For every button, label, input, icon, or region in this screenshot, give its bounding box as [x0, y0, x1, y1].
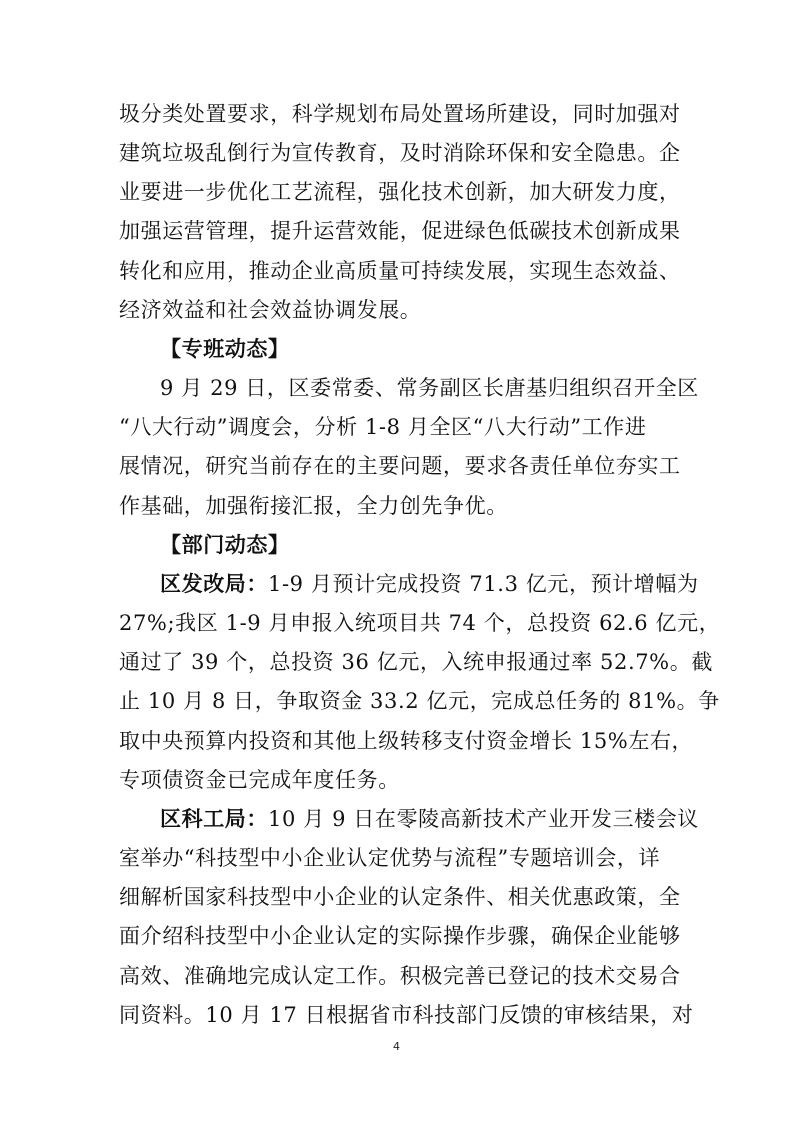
department-text: 1-9 月预计完成投资 71.3 亿元，预计增幅为: [268, 572, 699, 596]
paragraph-line: 转化和应用，推动企业高质量可持续发展，实现生态效益、: [119, 259, 681, 283]
paragraph-line: 面介绍科技型中小企业认定的实际操作步骤，确保企业能够: [119, 924, 681, 948]
page-number: 4: [393, 1040, 400, 1053]
paragraph-line: 经济效益和社会效益协调发展。: [119, 298, 422, 322]
paragraph-line: 通过了 39 个，总投资 36 亿元，入统申报通过率 52.7%。截: [119, 650, 713, 674]
paragraph-line: 室举办“科技型中小企业认定优势与流程”专题培训会，详: [119, 846, 661, 870]
paragraph-line: 9 月 29 日，区委常委、常务副区长唐基归组织召开全区: [160, 376, 699, 400]
paragraph-line: [160, 804, 699, 834]
paragraph-line: 展情况，研究当前存在的主要问题，要求各责任单位夯实工: [119, 454, 681, 478]
paragraph-line: 作基础，加强衔接汇报，全力创先争优。: [119, 494, 508, 518]
paragraph-line: 27%;我区 1-9 月申报入统项目共 74 个，总投资 62.6 亿元，: [119, 611, 721, 635]
paragraph-line: 业要进一步优化工艺流程，强化技术创新，加大研发力度，: [119, 180, 681, 204]
paragraph-line: [160, 569, 699, 599]
paragraph-line: 加强运营管理，提升运营效能，促进绿色低碳技术创新成果: [119, 219, 681, 243]
paragraph-line: “八大行动”调度会，分析 1-8 月全区“八大行动”工作进: [119, 415, 647, 439]
paragraph-line: 专项债资金已完成年度任务。: [119, 768, 400, 792]
department-label-fagai: 区发改局：: [160, 572, 268, 596]
department-label-kegong: 区科工局：: [160, 807, 268, 831]
section-heading-special: 【专班动态】: [160, 337, 290, 361]
paragraph-line: 高效、准确地完成认定工作。积极完善已登记的技术交易合: [119, 964, 681, 988]
paragraph-line: 同资料。10 月 17 日根据省市科技部门反馈的审核结果，对: [119, 1003, 694, 1027]
paragraph-line: 细解析国家科技型中小企业的认定条件、相关优惠政策，全: [119, 885, 681, 909]
department-text: 10 月 9 日在零陵高新技术产业开发三楼会议: [268, 807, 699, 831]
section-heading-department: 【部门动态】: [160, 533, 290, 557]
paragraph-line: 建筑垃圾乱倒行为宣传教育，及时消除环保和安全隐患。企: [119, 141, 681, 165]
paragraph-line: 圾分类处置要求，科学规划布局处置场所建设，同时加强对: [119, 102, 681, 126]
paragraph-line: 取中央预算内投资和其他上级转移支付资金增长 15%左右，: [119, 729, 694, 753]
paragraph-line: 止 10 月 8 日，争取资金 33.2 亿元，完成总任务的 81%。争: [119, 689, 720, 713]
